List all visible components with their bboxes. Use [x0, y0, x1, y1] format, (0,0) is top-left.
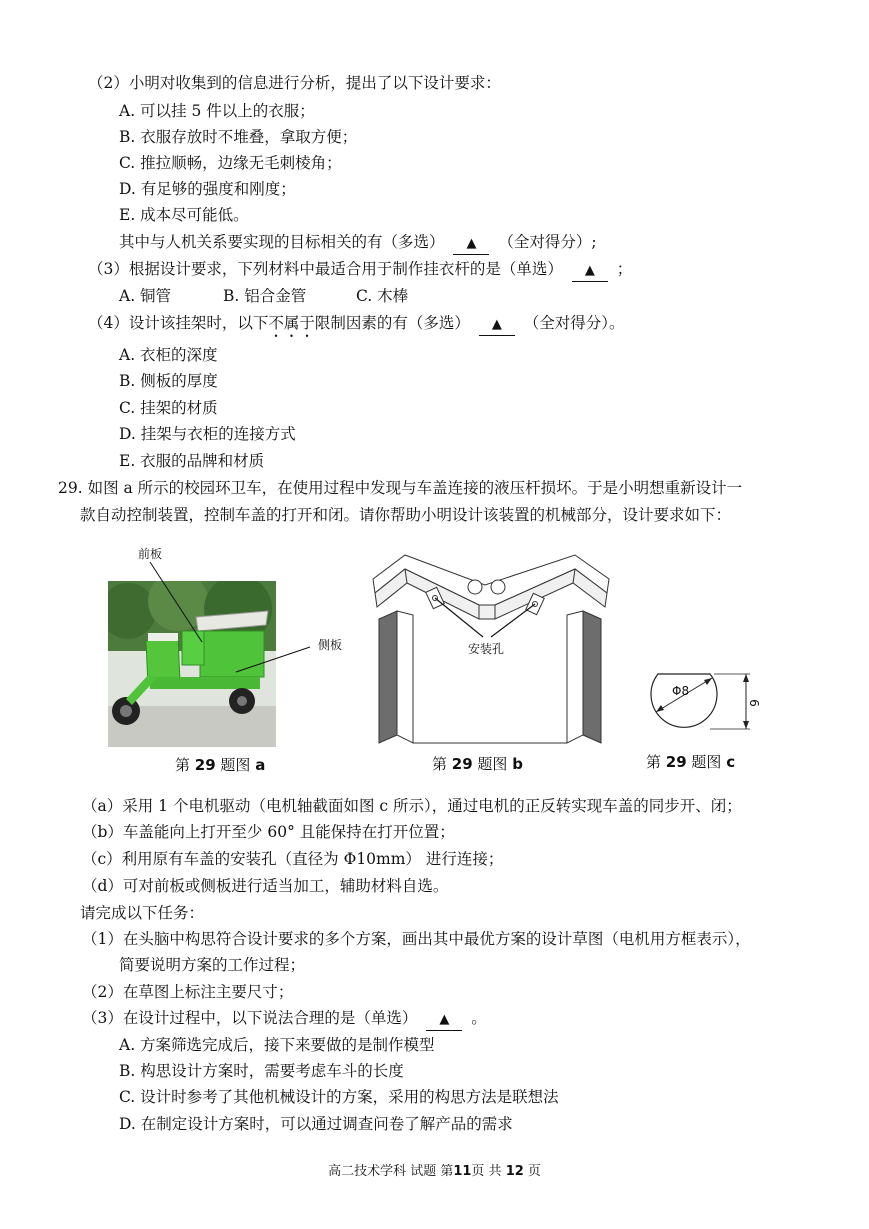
answer-blank: ▲	[572, 261, 608, 282]
q29-task-1-line1: （1）在头脑中构思符合设计要求的多个方案，画出其中最优方案的设计草图（电机用方框表示），	[82, 930, 751, 948]
q28-p3-option-b: B. 铝合金管	[223, 287, 307, 305]
caption-b-num: 29	[451, 755, 473, 773]
caption-a-letter: a	[255, 756, 266, 774]
q29-task-2: （2）在草图上标注主要尺寸；	[82, 983, 294, 1001]
q28-p4-question-text-a: （4）设计该挂架时，以下	[88, 314, 269, 332]
q29-task-3	[82, 1008, 487, 1031]
q28-p4-option-e: E. 衣服的品牌和材质	[119, 452, 265, 470]
footer-pre: 高二技术学科 试题 第	[328, 1164, 454, 1179]
footer-mid: 页 共	[471, 1164, 506, 1179]
q28-p4-question-text-b: 限制因素的有（多选）	[314, 314, 470, 332]
footer-total: 12	[505, 1164, 524, 1179]
q28-p3-option-a: A. 铜管	[119, 287, 172, 305]
q28-p2-option-e: E. 成本尽可能低。	[119, 206, 249, 224]
q28-p4-option-b: B. 侧板的厚度	[119, 372, 218, 390]
q29-task-1-line2: 简要说明方案的工作过程；	[119, 956, 306, 974]
q29-t3-option-b: B. 构思设计方案时，需要考虑车斗的长度	[119, 1062, 404, 1080]
caption-c-mid: 题图	[686, 753, 727, 771]
q28-p2-question-text: 其中与人机关系要实现的目标相关的有（多选）	[119, 233, 445, 251]
label-front-board: 前板	[138, 547, 163, 561]
q29-req-a: （a）采用 1 个电机驱动（电机轴截面如图 c 所示），通过电机的正反转实现车盖的同步开、闭；	[82, 797, 742, 815]
label-mounting-hole: 安装孔	[468, 642, 505, 656]
q28-p4-emphasis: 不属于	[268, 314, 315, 332]
q29-req-b: （b）车盖能向上打开至少 60° 且能保持在打开位置；	[82, 823, 455, 841]
figure-c-shaft-section	[640, 666, 760, 741]
q29-t3-option-a: A. 方案筛选完成后，接下来要做的是制作模型	[119, 1036, 435, 1054]
dim-height-label: 6	[746, 699, 761, 707]
q28-p2-question	[119, 232, 597, 255]
q29-intro-line2: 款自动控制装置，控制车盖的打开和闭。请你帮助小明设计该装置的机械部分，设计要求如下：	[80, 506, 732, 524]
q28-p3-question	[88, 259, 632, 282]
q29-t3-option-d: D. 在制定设计方案时，可以通过调查问卷了解产品的需求	[119, 1115, 513, 1133]
footer-post: 页	[523, 1164, 541, 1179]
q28-p3-option-c: C. 木棒	[356, 287, 409, 305]
footer-page: 11	[453, 1164, 472, 1179]
caption-b-mid: 题图	[472, 755, 513, 773]
side-board-right	[567, 611, 583, 743]
caption-figure-b	[432, 753, 523, 774]
q28-p2-option-c: C. 推拉顺畅，边缘无毛刺棱角；	[119, 154, 342, 172]
q29-req-d: （d）可对前板或侧板进行适当加工，辅助材料自选。	[82, 877, 449, 895]
label-side-board: 侧板	[318, 638, 343, 652]
caption-b-letter: b	[512, 755, 523, 773]
q29-task-intro: 请完成以下任务：	[80, 904, 205, 922]
lid-circle-right	[491, 580, 505, 594]
dim-diameter-label: Φ8	[672, 684, 690, 698]
answer-blank: ▲	[479, 315, 515, 336]
q28-p2-option-d: D. 有足够的强度和刚度；	[119, 180, 296, 198]
q29-intro-line1: 29. 如图 a 所示的校园环卫车，在使用过程中发现与车盖连接的液压杆损坏。于是小明想重新设计一	[58, 479, 743, 497]
q28-p4-option-c: C. 挂架的材质	[119, 399, 218, 417]
q28-p3-question-text: （3）根据设计要求，下列材料中最适合用于制作挂衣杆的是（单选）	[88, 260, 563, 278]
chassis	[150, 677, 260, 689]
caption-a-pre: 第	[175, 756, 195, 774]
figure-a-leaders	[140, 560, 320, 675]
q29-task-3-text: （3）在设计过程中，以下说法合理的是（单选）	[82, 1009, 418, 1027]
caption-a-mid: 题图	[215, 756, 256, 774]
q28-p4-option-a: A. 衣柜的深度	[119, 346, 218, 364]
q28-p2-question-note: （全对得分）;	[498, 233, 597, 251]
caption-c-pre: 第	[646, 753, 666, 771]
answer-blank: ▲	[453, 234, 489, 255]
caption-c-letter: c	[726, 753, 736, 771]
q28-p4-question-note: （全对得分）。	[523, 314, 625, 332]
q28-p4-question	[88, 313, 625, 341]
q28-p2-intro: （2）小明对收集到的信息进行分析，提出了以下设计要求：	[88, 74, 501, 92]
q28-p4-option-d: D. 挂架与衣柜的连接方式	[119, 425, 296, 443]
q28-p2-option-b: B. 衣服存放时不堆叠，拿取方便；	[119, 128, 358, 146]
page-footer	[0, 1160, 869, 1179]
caption-a-num: 29	[194, 756, 216, 774]
caption-figure-a	[175, 754, 265, 775]
side-board-left	[379, 611, 397, 743]
q29-task-3-end: 。	[471, 1009, 487, 1027]
caption-c-num: 29	[665, 753, 687, 771]
q28-p2-option-a: A. 可以挂 5 件以上的衣服；	[119, 102, 315, 120]
caption-b-pre: 第	[432, 755, 452, 773]
q29-t3-option-c: C. 设计时参考了其他机械设计的方案，采用的构思方法是联想法	[119, 1088, 559, 1106]
answer-blank: ▲	[426, 1010, 462, 1031]
caption-figure-c	[646, 751, 735, 772]
lid-circle-left	[468, 580, 482, 594]
q28-p3-question-end: ；	[616, 260, 633, 278]
q29-req-c: （c）利用原有车盖的安装孔（直径为 Φ10mm） 进行连接；	[82, 850, 504, 868]
